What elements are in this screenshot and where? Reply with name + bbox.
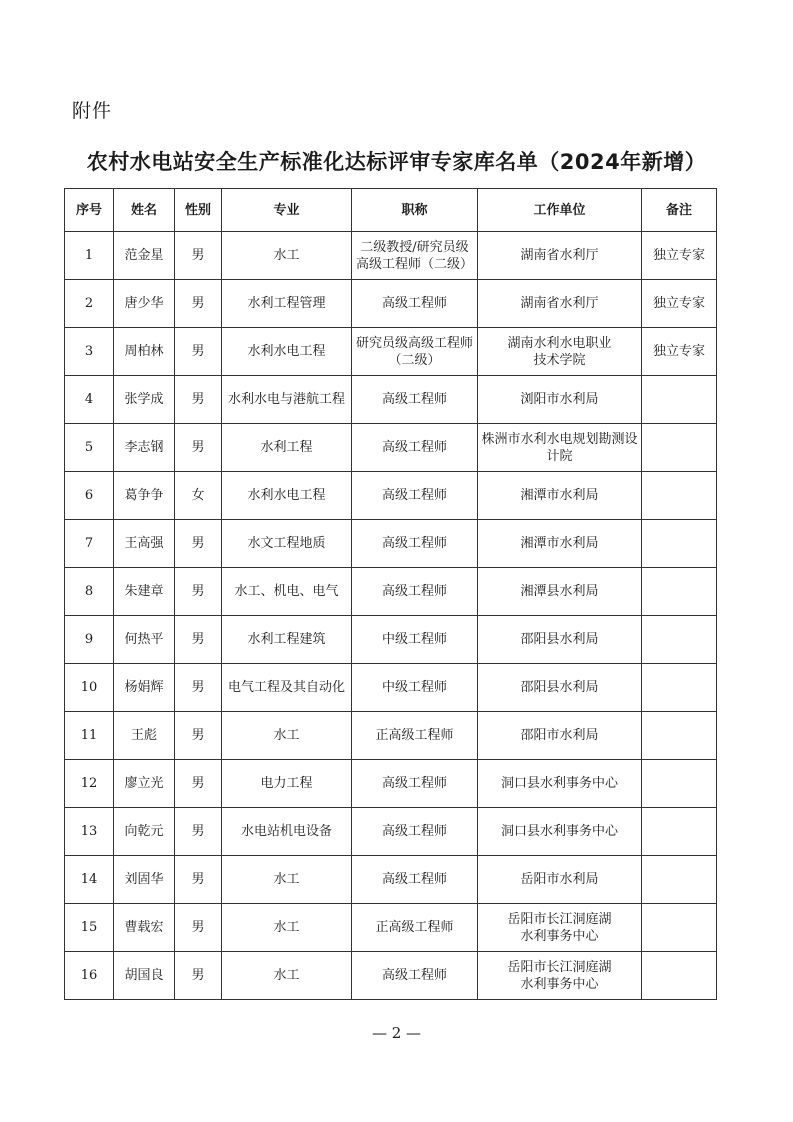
cell-gender: 女 xyxy=(175,472,222,520)
cell-employer: 洞口县水利事务中心 xyxy=(478,760,642,808)
cell-specialty: 水工 xyxy=(222,712,352,760)
cell-gender: 男 xyxy=(175,664,222,712)
cell-index: 14 xyxy=(65,856,114,904)
cell-name: 范金星 xyxy=(114,232,175,280)
column-header: 备注 xyxy=(642,189,717,232)
cell-name: 廖立光 xyxy=(114,760,175,808)
cell-title: 正高级工程师 xyxy=(352,904,478,952)
cell-employer: 湘潭市水利局 xyxy=(478,472,642,520)
cell-index: 8 xyxy=(65,568,114,616)
cell-gender: 男 xyxy=(175,856,222,904)
cell-remark xyxy=(642,520,717,568)
table-row xyxy=(65,808,717,856)
cell-title: 中级工程师 xyxy=(352,616,478,664)
cell-employer: 湖南省水利厅 xyxy=(478,280,642,328)
cell-title: 高级工程师 xyxy=(352,280,478,328)
table-row xyxy=(65,760,717,808)
cell-title: 高级工程师 xyxy=(352,568,478,616)
cell-name: 刘固华 xyxy=(114,856,175,904)
cell-title: 正高级工程师 xyxy=(352,712,478,760)
column-header: 序号 xyxy=(65,189,114,232)
cell-employer: 湖南省水利厅 xyxy=(478,232,642,280)
cell-specialty: 水利工程建筑 xyxy=(222,616,352,664)
cell-gender: 男 xyxy=(175,280,222,328)
cell-gender: 男 xyxy=(175,808,222,856)
cell-gender: 男 xyxy=(175,568,222,616)
cell-index: 5 xyxy=(65,424,114,472)
cell-remark xyxy=(642,712,717,760)
cell-specialty: 水工 xyxy=(222,856,352,904)
table-row xyxy=(65,280,717,328)
cell-specialty: 电气工程及其自动化 xyxy=(222,664,352,712)
cell-name: 向乾元 xyxy=(114,808,175,856)
cell-title: 高级工程师 xyxy=(352,952,478,1000)
cell-remark xyxy=(642,904,717,952)
cell-remark xyxy=(642,472,717,520)
cell-index: 7 xyxy=(65,520,114,568)
cell-gender: 男 xyxy=(175,424,222,472)
table-header-row xyxy=(65,189,717,232)
cell-remark xyxy=(642,616,717,664)
cell-title: 高级工程师 xyxy=(352,760,478,808)
page-number: — 2 — xyxy=(371,1024,422,1042)
column-header: 姓名 xyxy=(114,189,175,232)
table-row xyxy=(65,232,717,280)
cell-specialty: 水利工程管理 xyxy=(222,280,352,328)
cell-index: 13 xyxy=(65,808,114,856)
cell-specialty: 水电站机电设备 xyxy=(222,808,352,856)
cell-index: 9 xyxy=(65,616,114,664)
cell-title: 二级教授/研究员级 高级工程师（二级） xyxy=(352,232,478,280)
cell-name: 曹载宏 xyxy=(114,904,175,952)
cell-specialty: 水利水电与港航工程 xyxy=(222,376,352,424)
cell-gender: 男 xyxy=(175,952,222,1000)
cell-name: 胡国良 xyxy=(114,952,175,1000)
table-row xyxy=(65,568,717,616)
cell-remark xyxy=(642,952,717,1000)
column-header: 工作单位 xyxy=(478,189,642,232)
table-row xyxy=(65,520,717,568)
column-header: 性别 xyxy=(175,189,222,232)
document-title: 农村水电站安全生产标准化达标评审专家库名单（2024年新增） xyxy=(86,150,707,174)
cell-name: 唐少华 xyxy=(114,280,175,328)
cell-employer: 洞口县水利事务中心 xyxy=(478,808,642,856)
cell-remark xyxy=(642,664,717,712)
cell-employer: 邵阳县水利局 xyxy=(478,664,642,712)
attachment-label: 附件 xyxy=(72,100,113,122)
cell-specialty: 水工 xyxy=(222,952,352,1000)
cell-title: 高级工程师 xyxy=(352,856,478,904)
cell-name: 朱建章 xyxy=(114,568,175,616)
cell-gender: 男 xyxy=(175,712,222,760)
table-row xyxy=(65,424,717,472)
cell-remark: 独立专家 xyxy=(642,328,717,376)
cell-index: 16 xyxy=(65,952,114,1000)
cell-title: 高级工程师 xyxy=(352,808,478,856)
cell-index: 6 xyxy=(65,472,114,520)
cell-employer: 浏阳市水利局 xyxy=(478,376,642,424)
cell-index: 3 xyxy=(65,328,114,376)
cell-name: 王彪 xyxy=(114,712,175,760)
cell-title: 研究员级高级工程师 （二级） xyxy=(352,328,478,376)
cell-specialty: 水文工程地质 xyxy=(222,520,352,568)
cell-gender: 男 xyxy=(175,328,222,376)
cell-gender: 男 xyxy=(175,760,222,808)
cell-remark xyxy=(642,760,717,808)
cell-gender: 男 xyxy=(175,376,222,424)
table-row xyxy=(65,376,717,424)
cell-specialty: 水工 xyxy=(222,904,352,952)
cell-employer: 湖南水利水电职业 技术学院 xyxy=(478,328,642,376)
cell-remark xyxy=(642,856,717,904)
cell-name: 何热平 xyxy=(114,616,175,664)
cell-specialty: 水工 xyxy=(222,232,352,280)
cell-name: 张学成 xyxy=(114,376,175,424)
expert-roster-table xyxy=(64,188,717,1000)
cell-name: 王高强 xyxy=(114,520,175,568)
cell-remark: 独立专家 xyxy=(642,280,717,328)
cell-index: 1 xyxy=(65,232,114,280)
cell-index: 12 xyxy=(65,760,114,808)
table-row xyxy=(65,712,717,760)
table-row xyxy=(65,664,717,712)
cell-remark xyxy=(642,376,717,424)
cell-specialty: 水利工程 xyxy=(222,424,352,472)
cell-remark xyxy=(642,424,717,472)
cell-remark xyxy=(642,808,717,856)
cell-index: 15 xyxy=(65,904,114,952)
cell-gender: 男 xyxy=(175,904,222,952)
cell-index: 4 xyxy=(65,376,114,424)
cell-gender: 男 xyxy=(175,232,222,280)
cell-title: 高级工程师 xyxy=(352,520,478,568)
cell-employer: 湘潭县水利局 xyxy=(478,568,642,616)
cell-employer: 邵阳市水利局 xyxy=(478,712,642,760)
cell-specialty: 电力工程 xyxy=(222,760,352,808)
cell-index: 2 xyxy=(65,280,114,328)
column-header: 职称 xyxy=(352,189,478,232)
table-row xyxy=(65,856,717,904)
cell-employer: 岳阳市长江洞庭湖 水利事务中心 xyxy=(478,904,642,952)
cell-gender: 男 xyxy=(175,520,222,568)
cell-remark xyxy=(642,568,717,616)
cell-remark: 独立专家 xyxy=(642,232,717,280)
cell-name: 葛争争 xyxy=(114,472,175,520)
table-row xyxy=(65,328,717,376)
cell-specialty: 水工、机电、电气 xyxy=(222,568,352,616)
table-row xyxy=(65,904,717,952)
cell-name: 杨娟辉 xyxy=(114,664,175,712)
cell-index: 10 xyxy=(65,664,114,712)
cell-index: 11 xyxy=(65,712,114,760)
cell-specialty: 水利水电工程 xyxy=(222,328,352,376)
cell-employer: 湘潭市水利局 xyxy=(478,520,642,568)
cell-title: 高级工程师 xyxy=(352,472,478,520)
table-row xyxy=(65,472,717,520)
cell-employer: 岳阳市水利局 xyxy=(478,856,642,904)
cell-employer: 岳阳市长江洞庭湖 水利事务中心 xyxy=(478,952,642,1000)
cell-name: 周柏林 xyxy=(114,328,175,376)
cell-title: 高级工程师 xyxy=(352,376,478,424)
cell-employer: 株洲市水利水电规划勘测设 计院 xyxy=(478,424,642,472)
cell-title: 中级工程师 xyxy=(352,664,478,712)
cell-employer: 邵阳县水利局 xyxy=(478,616,642,664)
cell-specialty: 水利水电工程 xyxy=(222,472,352,520)
cell-name: 李志钢 xyxy=(114,424,175,472)
table-row xyxy=(65,952,717,1000)
cell-gender: 男 xyxy=(175,616,222,664)
column-header: 专业 xyxy=(222,189,352,232)
cell-title: 高级工程师 xyxy=(352,424,478,472)
table-row xyxy=(65,616,717,664)
